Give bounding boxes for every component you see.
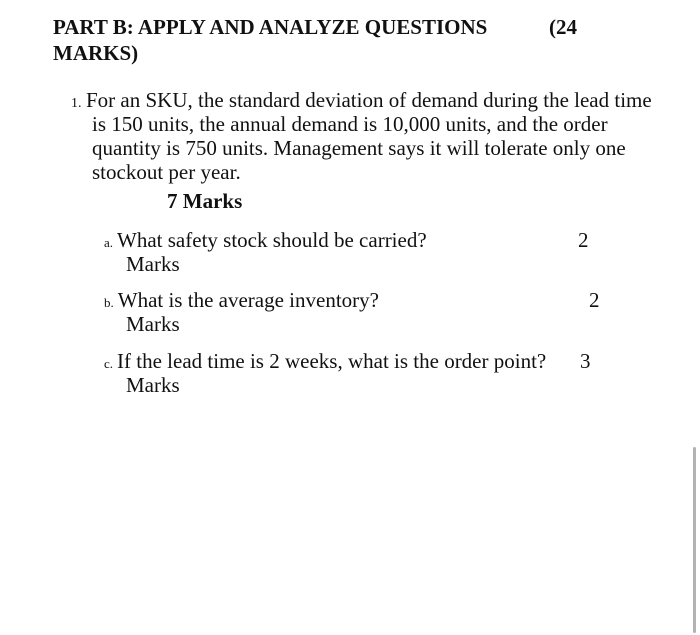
- subpart-text: What is the average inventory?: [117, 288, 379, 312]
- subpart-b-marks-label: Marks: [126, 312, 180, 336]
- subpart-c: [104, 349, 546, 376]
- question-body: For an SKU, the standard deviation of demand during the lead time is 150 units, the annual demand is 10,000 units, and the order quantity is 750 units. Management says it will tolerate only one stockout per year.: [86, 88, 652, 184]
- subpart-a: [104, 228, 427, 255]
- question-number: 1.: [71, 96, 82, 111]
- subpart-c-points: 3: [580, 349, 591, 373]
- subpart-text: What safety stock should be carried?: [117, 228, 427, 252]
- question-marks: 7 Marks: [167, 189, 243, 213]
- section-title: [53, 14, 487, 66]
- subpart-letter: b.: [104, 295, 114, 310]
- subpart-text: If the lead time is 2 weeks, what is the order point?: [117, 349, 547, 373]
- subpart-a-points: 2: [578, 228, 589, 252]
- subpart-letter: c.: [104, 356, 114, 371]
- section-title-line2: MARKS): [53, 41, 139, 65]
- section-title-line1: PART B: APPLY AND ANALYZE QUESTIONS: [53, 15, 488, 39]
- subpart-c-marks-label: Marks: [126, 373, 180, 397]
- subpart-letter: a.: [104, 235, 114, 250]
- question-text: [86, 88, 666, 184]
- subpart-b: [104, 288, 379, 315]
- scrollbar[interactable]: [693, 447, 696, 633]
- subpart-a-marks-label: Marks: [126, 252, 180, 276]
- subpart-b-points: 2: [589, 288, 600, 312]
- section-total-marks: (24: [549, 15, 577, 39]
